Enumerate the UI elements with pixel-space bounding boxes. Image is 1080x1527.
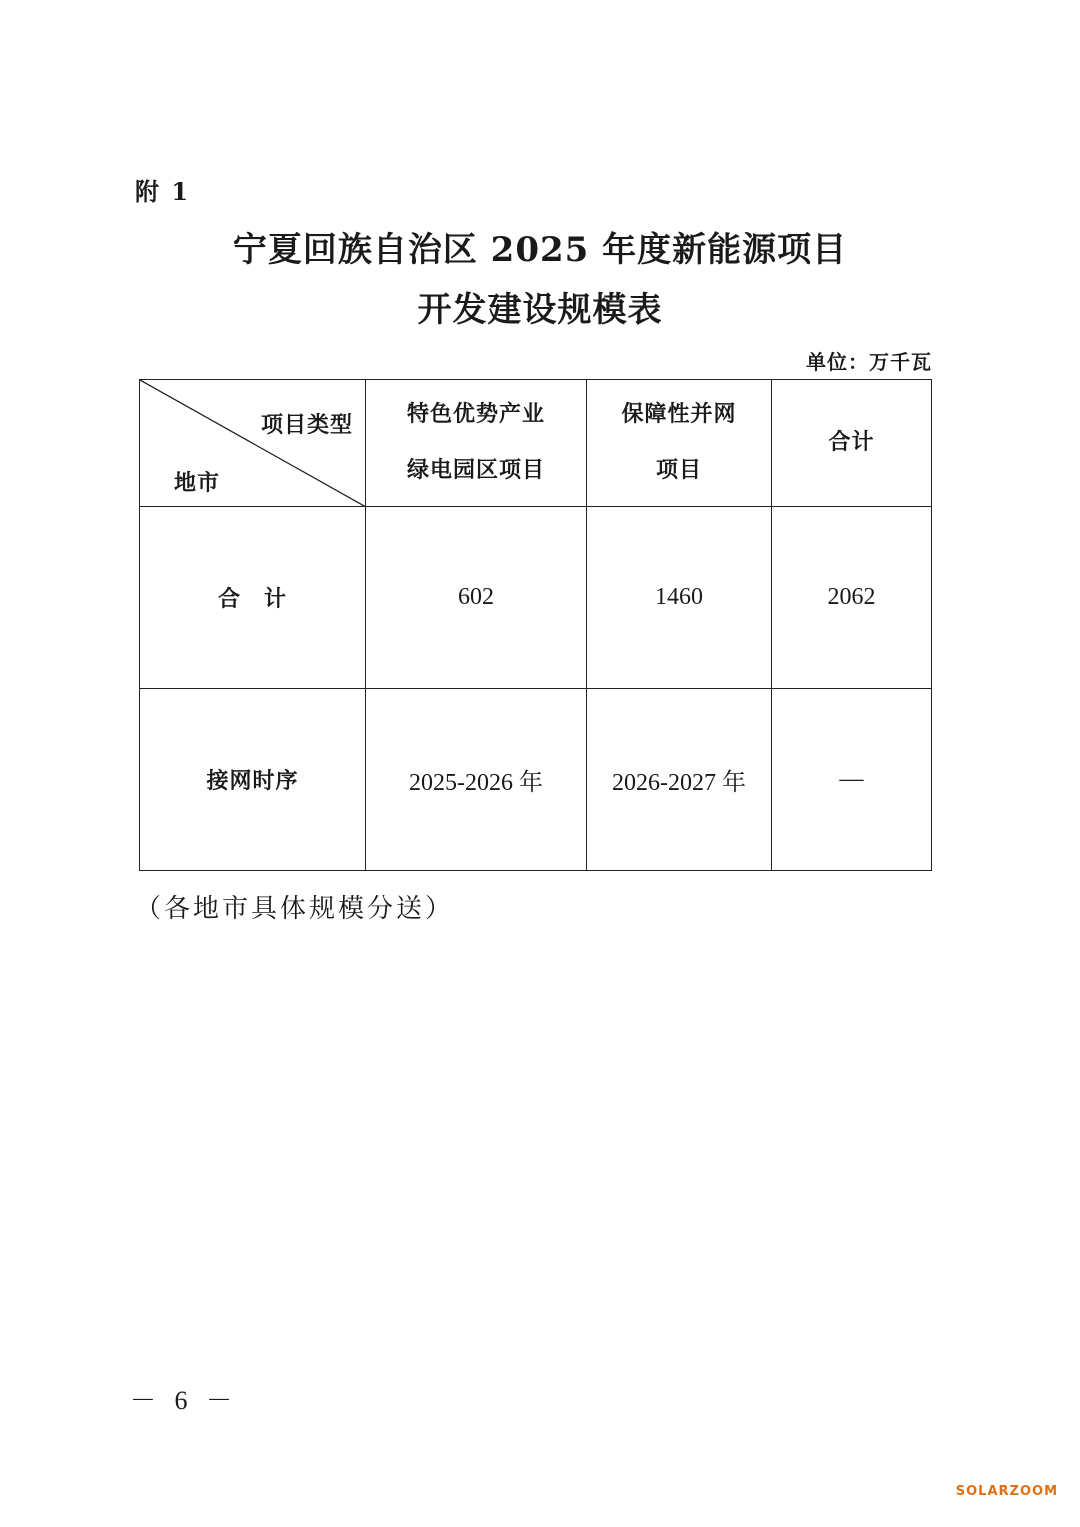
- footnote: （各地市具体规模分送）: [135, 894, 455, 924]
- column-header-line: 保障性并网: [621, 402, 737, 427]
- corner-label-project-type: 项目类型: [260, 413, 353, 438]
- document-title-line-2: 开发建设规模表: [417, 290, 663, 330]
- column-header-total: [772, 380, 932, 507]
- table-header-row: [140, 380, 932, 507]
- table-row-total: [140, 507, 932, 689]
- column-header-line: 绿电园区项目: [406, 458, 545, 483]
- watermark-logo: SOLARZOOM: [955, 1484, 1058, 1499]
- column-header-green-park: [366, 380, 587, 507]
- row-label-grid-timing: 接网时序: [140, 689, 366, 871]
- diagonal-header-cell: [140, 380, 366, 507]
- development-scale-table: [139, 379, 932, 871]
- unit-label: 单位：万千瓦: [806, 350, 932, 374]
- column-header-line: 合计: [828, 430, 875, 455]
- column-header-guaranteed-grid: [587, 380, 772, 507]
- cell-value: 2025-2026 年: [366, 689, 587, 871]
- cell-value: 602: [366, 507, 587, 689]
- cell-value: 2026-2027 年: [587, 689, 772, 871]
- column-header-line: 特色优势产业: [406, 402, 545, 427]
- cell-value: —: [772, 689, 932, 871]
- attachment-label: 附 1: [135, 177, 191, 206]
- row-label-total: 合 计: [140, 507, 366, 689]
- cell-value: 2062: [772, 507, 932, 689]
- corner-label-city: 地市: [174, 471, 221, 496]
- table-row-grid-timing: [140, 689, 932, 871]
- page-number: － 6 －: [130, 1386, 239, 1415]
- cell-value: 1460: [587, 507, 772, 689]
- column-header-line: 项目: [655, 458, 702, 483]
- document-title-line-1: 宁夏回族自治区 2025 年度新能源项目: [232, 230, 848, 270]
